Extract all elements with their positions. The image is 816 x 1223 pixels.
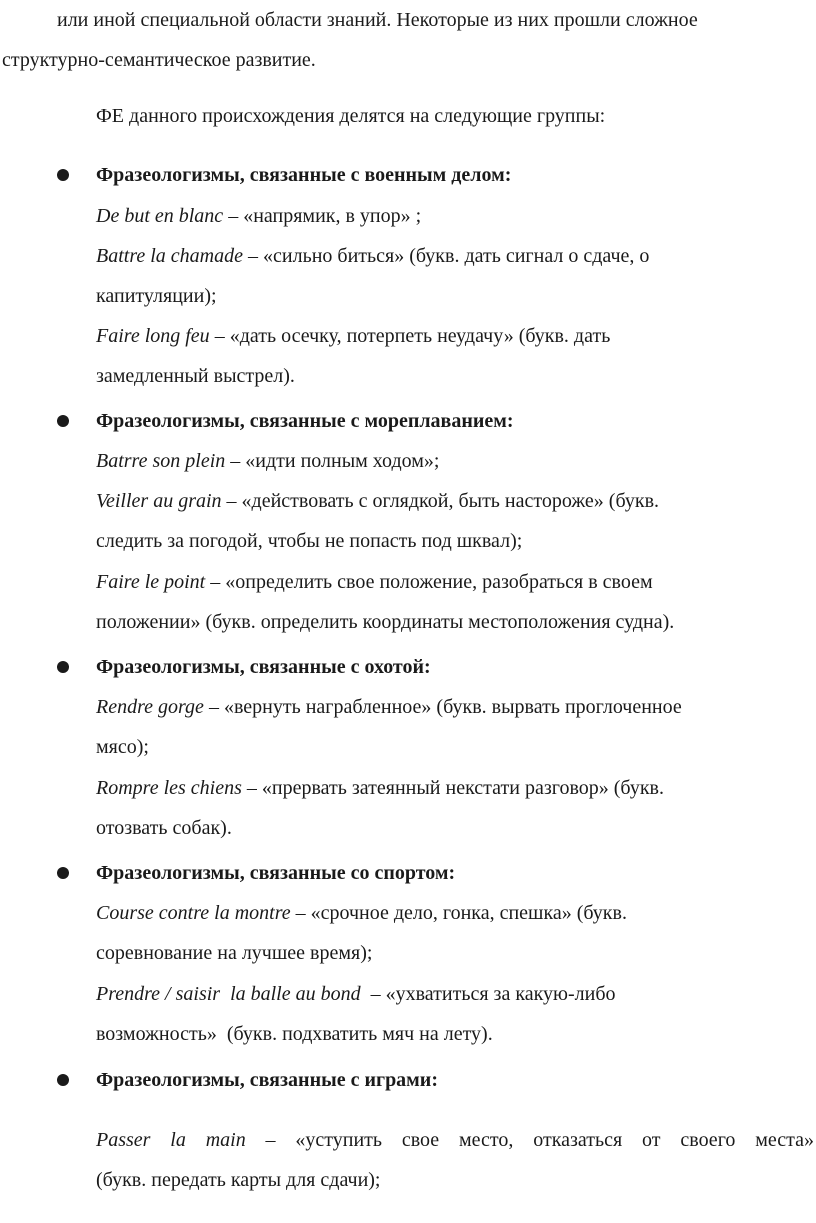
- definition: – «напрямик, в упор» ;: [223, 205, 422, 227]
- term: Prendre / saisir la balle au bond: [96, 983, 361, 1005]
- definition: – «прервать затеянный некстати разговор» (букв.: [241, 777, 664, 799]
- heading-sport: Фразеологизмы, связанные со спортом:: [96, 862, 456, 884]
- intro-line-1: или иной специальной области знаний. Некоторые из них прошли сложное: [57, 9, 698, 31]
- bullet-icon: [57, 1074, 69, 1086]
- bullet-icon: [57, 867, 69, 879]
- entry-games-1-cont: (букв. передать карты для сдачи);: [96, 1169, 381, 1191]
- entry-navigation-3-cont: положении» (букв. определить координаты местоположения судна).: [96, 611, 675, 633]
- intro-line-2: структурно-семантическое развитие.: [2, 49, 316, 71]
- groups-lead: ФЕ данного происхождения делятся на следующие группы:: [96, 105, 606, 127]
- definition: – «ухватиться за какую-либо: [360, 983, 616, 1005]
- definition: – «определить свое положение, разобраться в своем: [205, 571, 653, 593]
- heading-military: Фразеологизмы, связанные с военным делом:: [96, 164, 512, 186]
- definition: – «срочное дело, гонка, спешка» (букв.: [290, 902, 627, 924]
- term: Passer la main: [96, 1129, 246, 1151]
- entry-sport-2: [96, 974, 616, 1015]
- term: Veiller au grain: [96, 490, 222, 512]
- bullet-icon: [57, 415, 69, 427]
- bullet-icon: [57, 661, 69, 673]
- entry-hunting-1: [96, 687, 682, 728]
- definition: – «действовать с оглядкой, быть настороже» (букв.: [221, 490, 660, 512]
- entry-navigation-2-cont: следить за погодой, чтобы не попасть под шквал);: [96, 530, 523, 552]
- entry-sport-1-cont: соревнование на лучшее время);: [96, 942, 373, 964]
- heading-hunting: Фразеологизмы, связанные с охотой:: [96, 656, 431, 678]
- heading-navigation: Фразеологизмы, связанные с мореплаванием:: [96, 410, 514, 432]
- entry-navigation-1: [96, 441, 439, 482]
- entry-navigation-2: [96, 481, 659, 522]
- entry-military-3-cont: замедленный выстрел).: [96, 365, 295, 387]
- definition: – «уступить свое место, отказаться от своего места»: [245, 1129, 815, 1151]
- term: Battre la chamade: [96, 245, 244, 267]
- entry-navigation-3: [96, 562, 653, 603]
- term: Course contre la montre: [96, 902, 291, 924]
- entry-sport-1: [96, 893, 627, 934]
- entry-military-1: [96, 196, 421, 237]
- entry-military-2-cont: капитуляции);: [96, 285, 217, 307]
- term: Rendre gorge: [96, 696, 204, 718]
- term: Rompre les chiens: [96, 777, 242, 799]
- definition: – «идти полным ходом»;: [225, 450, 440, 472]
- entry-sport-2-cont: возможность» (букв. подхватить мяч на лету).: [96, 1023, 493, 1045]
- entry-hunting-2: [96, 768, 664, 809]
- entry-games-1: [96, 1120, 814, 1161]
- bullet-icon: [57, 169, 69, 181]
- term: Faire long feu: [96, 325, 210, 347]
- heading-games: Фразеологизмы, связанные с играми:: [96, 1069, 438, 1091]
- term: Batrre son plein: [96, 450, 226, 472]
- definition: – «дать осечку, потерпеть неудачу» (букв. дать: [209, 325, 611, 347]
- term: De but en blanc: [96, 205, 224, 227]
- entry-hunting-1-cont: мясо);: [96, 736, 149, 758]
- term: Faire le point: [96, 571, 206, 593]
- entry-hunting-2-cont: отозвать собак).: [96, 817, 232, 839]
- definition: – «вернуть награбленное» (букв. вырвать проглоченное: [203, 696, 682, 718]
- entry-military-3: [96, 316, 610, 357]
- definition: – «сильно биться» (букв. дать сигнал о сдаче, о: [243, 245, 650, 267]
- entry-military-2: [96, 236, 649, 277]
